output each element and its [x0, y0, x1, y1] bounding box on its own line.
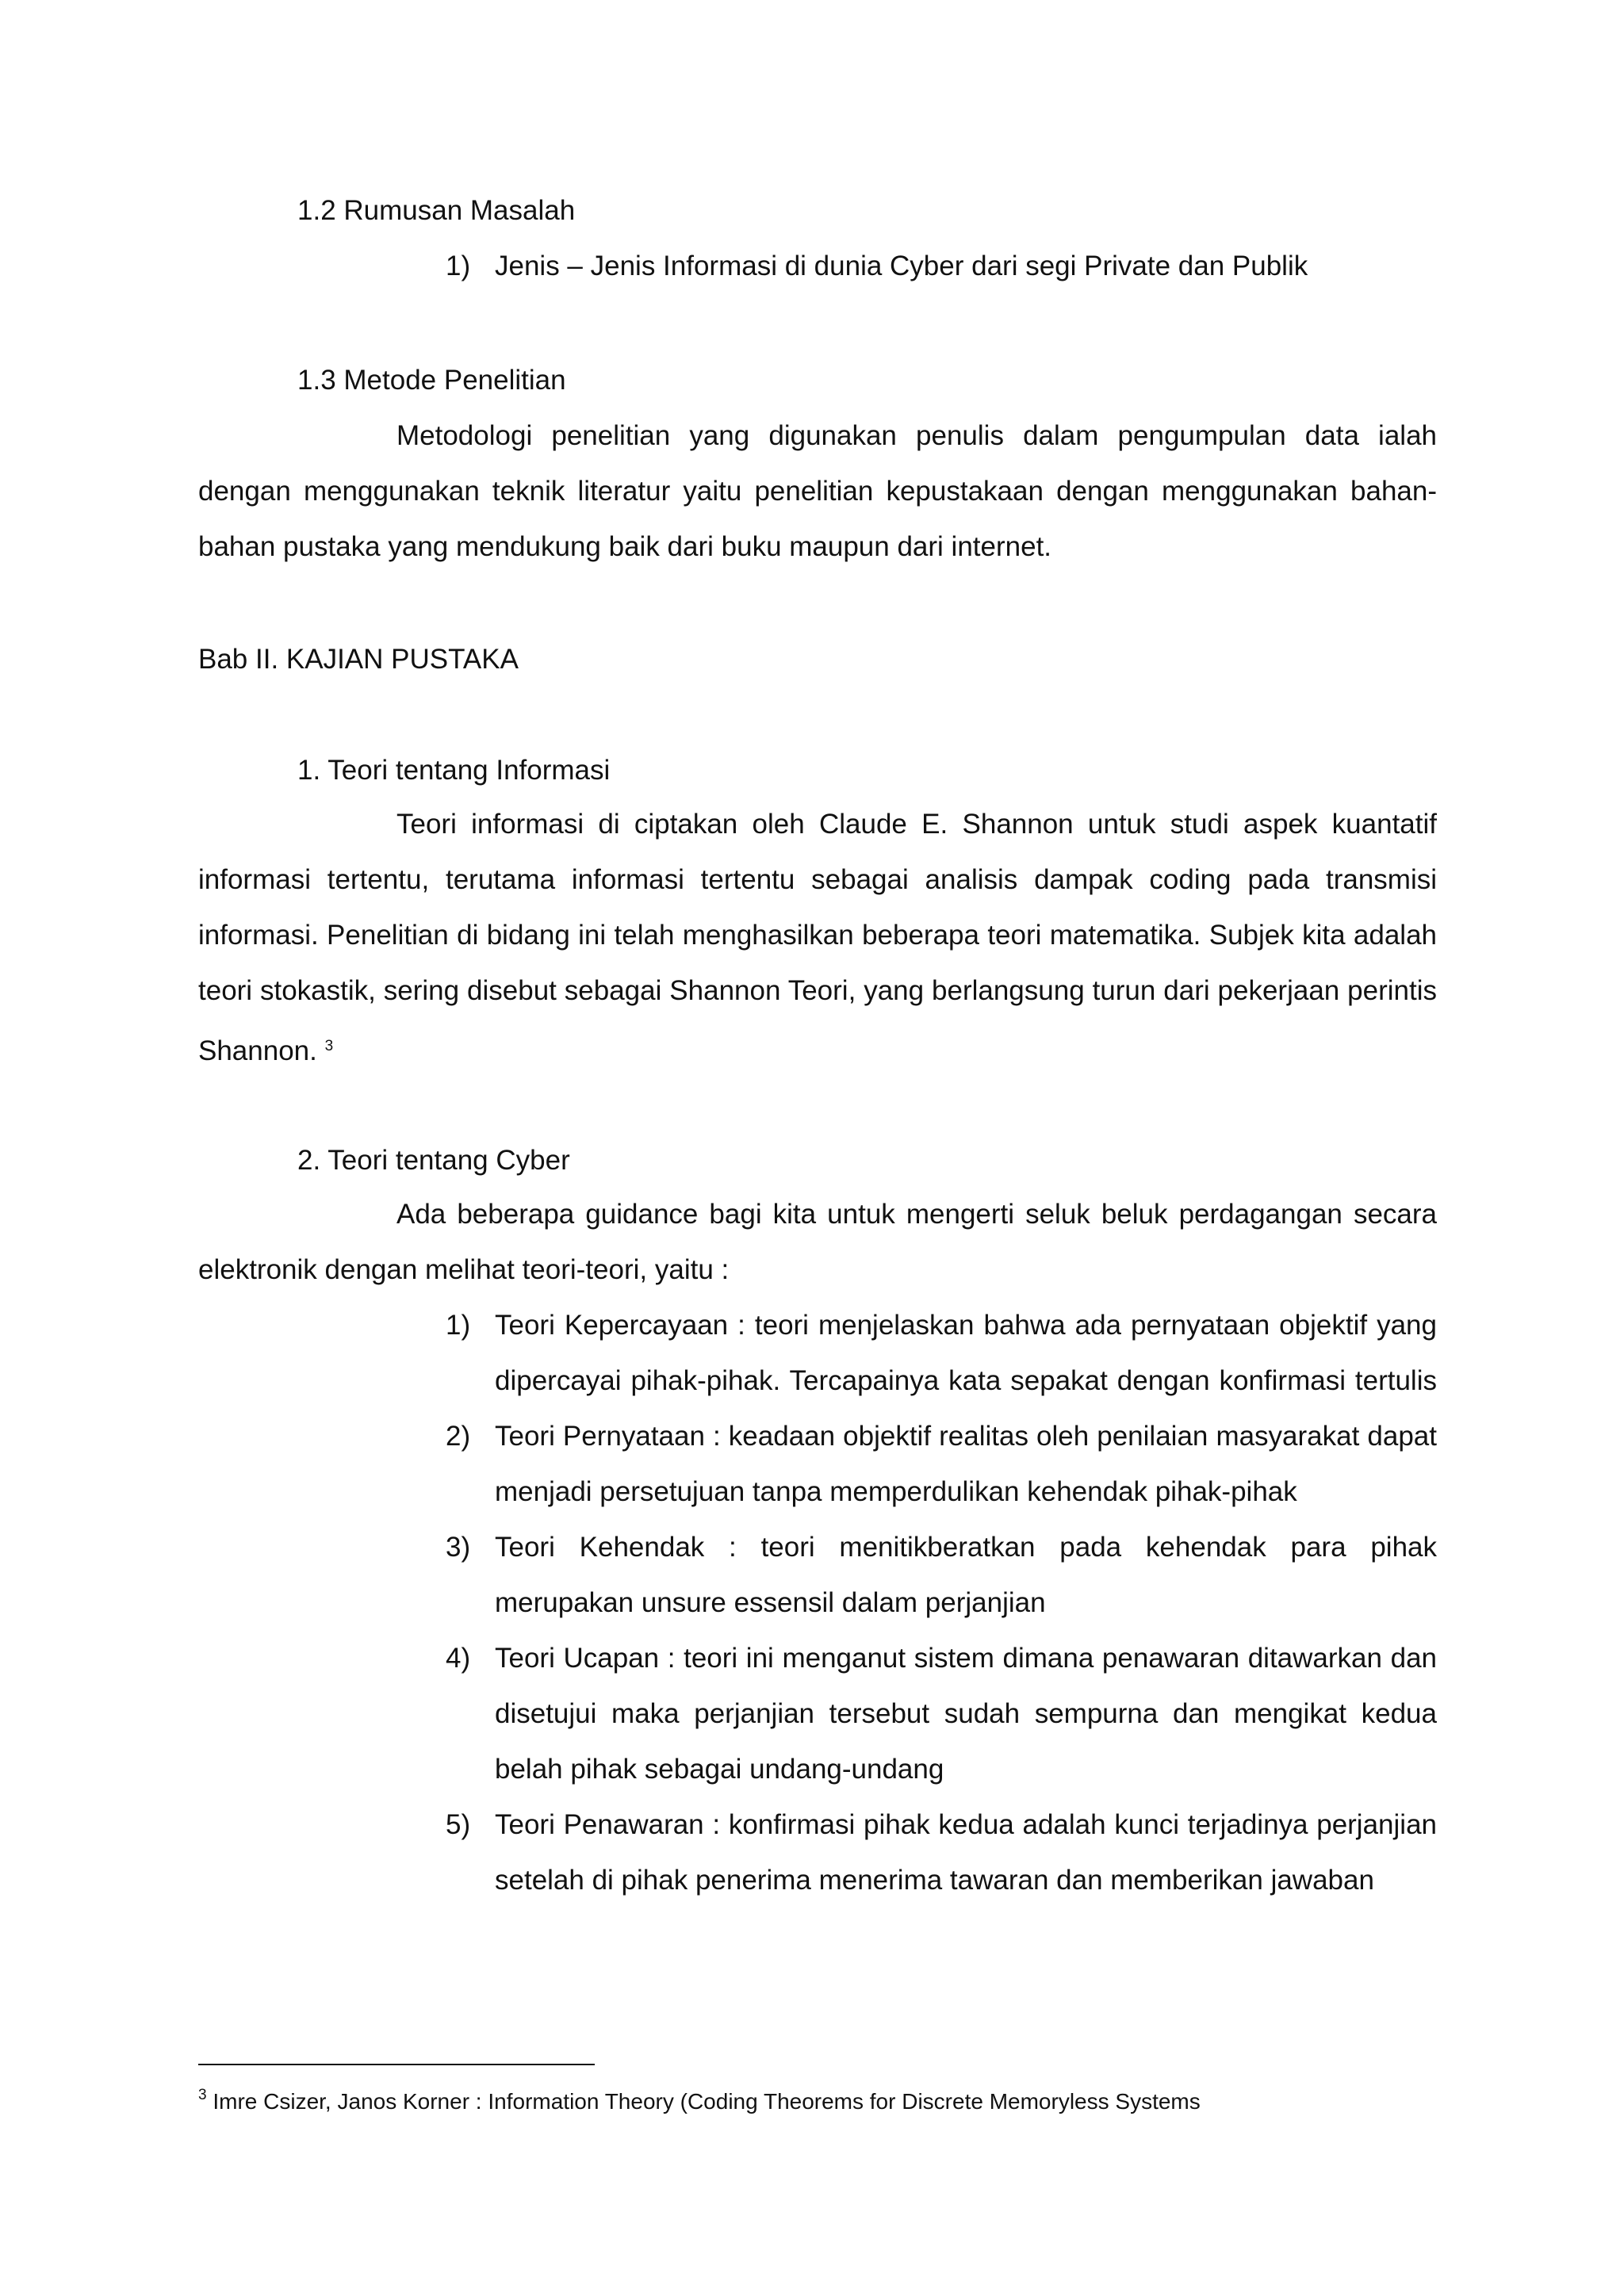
paragraph-line: Teori informasi di ciptakan oleh Claude E. Shannon untuk studi aspek kuantatif [396, 809, 1437, 840]
paragraph-line: dengan menggunakan teknik literatur yaitu penelitian kepustakaan dengan menggunakan bahan- [198, 476, 1437, 507]
list-item-text: Jenis – Jenis Informasi di dunia Cyber dari segi Private dan Publik [495, 251, 1308, 281]
paragraph-line: bahan pustaka yang mendukung baik dari buku maupun dari internet. [198, 531, 1052, 562]
list-number: 4) [446, 1643, 471, 1674]
section-heading-rumusan-masalah: 1.2 Rumusan Masalah [297, 195, 576, 226]
list-item-text: menjadi persetujuan tanpa memperdulikan kehendak pihak-pihak [495, 1476, 1297, 1507]
list-item-text: Teori Kehendak : teori menitikberatkan pada kehendak para pihak [495, 1532, 1437, 1563]
paragraph-line: Metodologi penelitian yang digunakan penulis dalam pengumpulan data ialah [396, 420, 1437, 451]
chapter-heading: Bab II. KAJIAN PUSTAKA [198, 644, 519, 675]
footnote [198, 2081, 1201, 2116]
list-number: 1) [446, 1310, 471, 1341]
paragraph-line [198, 1029, 333, 1069]
list-item-text: Teori Ucapan : teori ini menganut sistem dimana penawaran ditawarkan dan [495, 1643, 1437, 1674]
list-item-text: dipercayai pihak-pihak. Tercapainya kata sepakat dengan konfirmasi tertulis [495, 1365, 1437, 1396]
footnote-reference: 3 [324, 1038, 334, 1054]
list-item-text: setelah di pihak penerima menerima tawaran dan memberikan jawaban [495, 1865, 1374, 1896]
subsection-heading-teori-cyber: 2. Teori tentang Cyber [297, 1145, 570, 1176]
list-number: 2) [446, 1421, 471, 1452]
footnote-number: 3 [198, 2087, 207, 2103]
paragraph-line: informasi. Penelitian di bidang ini telah menghasilkan beberapa teori matematika. Subjek kita adalah [198, 920, 1437, 951]
list-item-text: Teori Penawaran : konfirmasi pihak kedua adalah kunci terjadinya perjanjian [495, 1809, 1437, 1840]
footnote-text: Imre Csizer, Janos Korner : Information Theory (Coding Theorems for Discrete Memoryless Systems [213, 2089, 1201, 2114]
paragraph-line: Ada beberapa guidance bagi kita untuk mengerti seluk beluk perdagangan secara [396, 1199, 1437, 1230]
paragraph-line: teori stokastik, sering disebut sebagai Shannon Teori, yang berlangsung turun dari pekerjaan perintis [198, 975, 1437, 1006]
paragraph-line: informasi tertentu, terutama informasi tertentu sebagai analisis dampak coding pada transmisi [198, 864, 1437, 895]
subsection-heading-teori-informasi: 1. Teori tentang Informasi [297, 755, 611, 786]
list-item-text: belah pihak sebagai undang-undang [495, 1754, 944, 1785]
list-item-text: merupakan unsure essensil dalam perjanjian [495, 1587, 1046, 1618]
list-number: 3) [446, 1532, 471, 1563]
list-item-text: Teori Pernyataan : keadaan objektif realitas oleh penilaian masyarakat dapat [495, 1421, 1437, 1452]
paragraph-text: Shannon. [198, 1035, 317, 1066]
list-item-text: disetujui maka perjanjian tersebut sudah sempurna dan mengikat kedua [495, 1698, 1437, 1729]
section-heading-metode-penelitian: 1.3 Metode Penelitian [297, 365, 566, 396]
paragraph-line: elektronik dengan melihat teori-teori, yaitu : [198, 1254, 730, 1285]
list-item-text: Teori Kepercayaan : teori menjelaskan bahwa ada pernyataan objektif yang [495, 1310, 1437, 1341]
footnote-separator [198, 2064, 595, 2065]
list-number: 5) [446, 1809, 471, 1840]
list-number: 1) [446, 251, 471, 281]
